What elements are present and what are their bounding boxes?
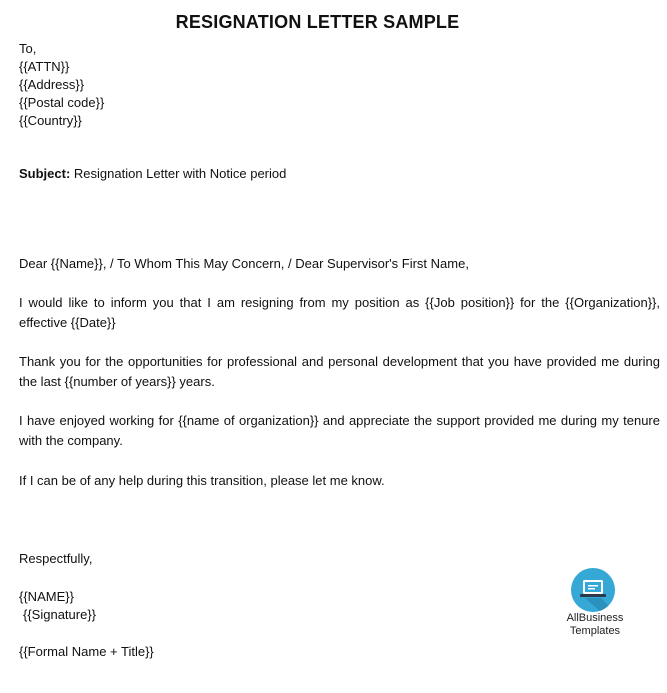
address-street: {{Address}}	[19, 77, 85, 92]
paragraph-help-offer: If I can be of any help during this transition, please let me know.	[19, 473, 385, 488]
paragraph-resignation: I would like to inform you that I am resigning from my position as {{Job position}} for the {{Organization}}, effective {{Date}}	[19, 295, 660, 330]
logo-wordmark	[561, 612, 629, 638]
logo-circle	[571, 568, 615, 612]
signature-name: {{NAME}}	[19, 589, 74, 604]
signature-formal-title: {{Formal Name + Title}}	[19, 644, 154, 659]
logo-text-line2: Templates	[569, 625, 621, 637]
address-to: To,	[19, 41, 37, 56]
signature-placeholder: {{Signature}}	[23, 607, 97, 622]
address-postal-code: {{Postal code}}	[19, 95, 105, 110]
paragraph-appreciation: I have enjoyed working for {{name of organization}} and appreciate the support provided me during my tenure with the company.	[19, 413, 660, 448]
address-attn: {{ATTN}}	[19, 59, 70, 74]
laptop-icon	[571, 568, 615, 612]
document-title: RESIGNATION LETTER SAMPLE	[175, 12, 460, 32]
logo-text-line1: AllBusiness	[566, 612, 624, 624]
allbusiness-templates-logo	[561, 568, 629, 640]
subject-label: Subject:	[19, 166, 71, 181]
paragraph-thanks: Thank you for the opportunities for professional and personal development that you have provided me during the last {{number of years}} years.	[19, 354, 660, 389]
closing: Respectfully,	[19, 551, 93, 566]
subject-text: Resignation Letter with Notice period	[70, 166, 287, 181]
subject-line	[19, 165, 286, 183]
address-country: {{Country}}	[19, 113, 82, 128]
greeting: Dear {{Name}}, / To Whom This May Concern, / Dear Supervisor's First Name,	[19, 256, 469, 271]
